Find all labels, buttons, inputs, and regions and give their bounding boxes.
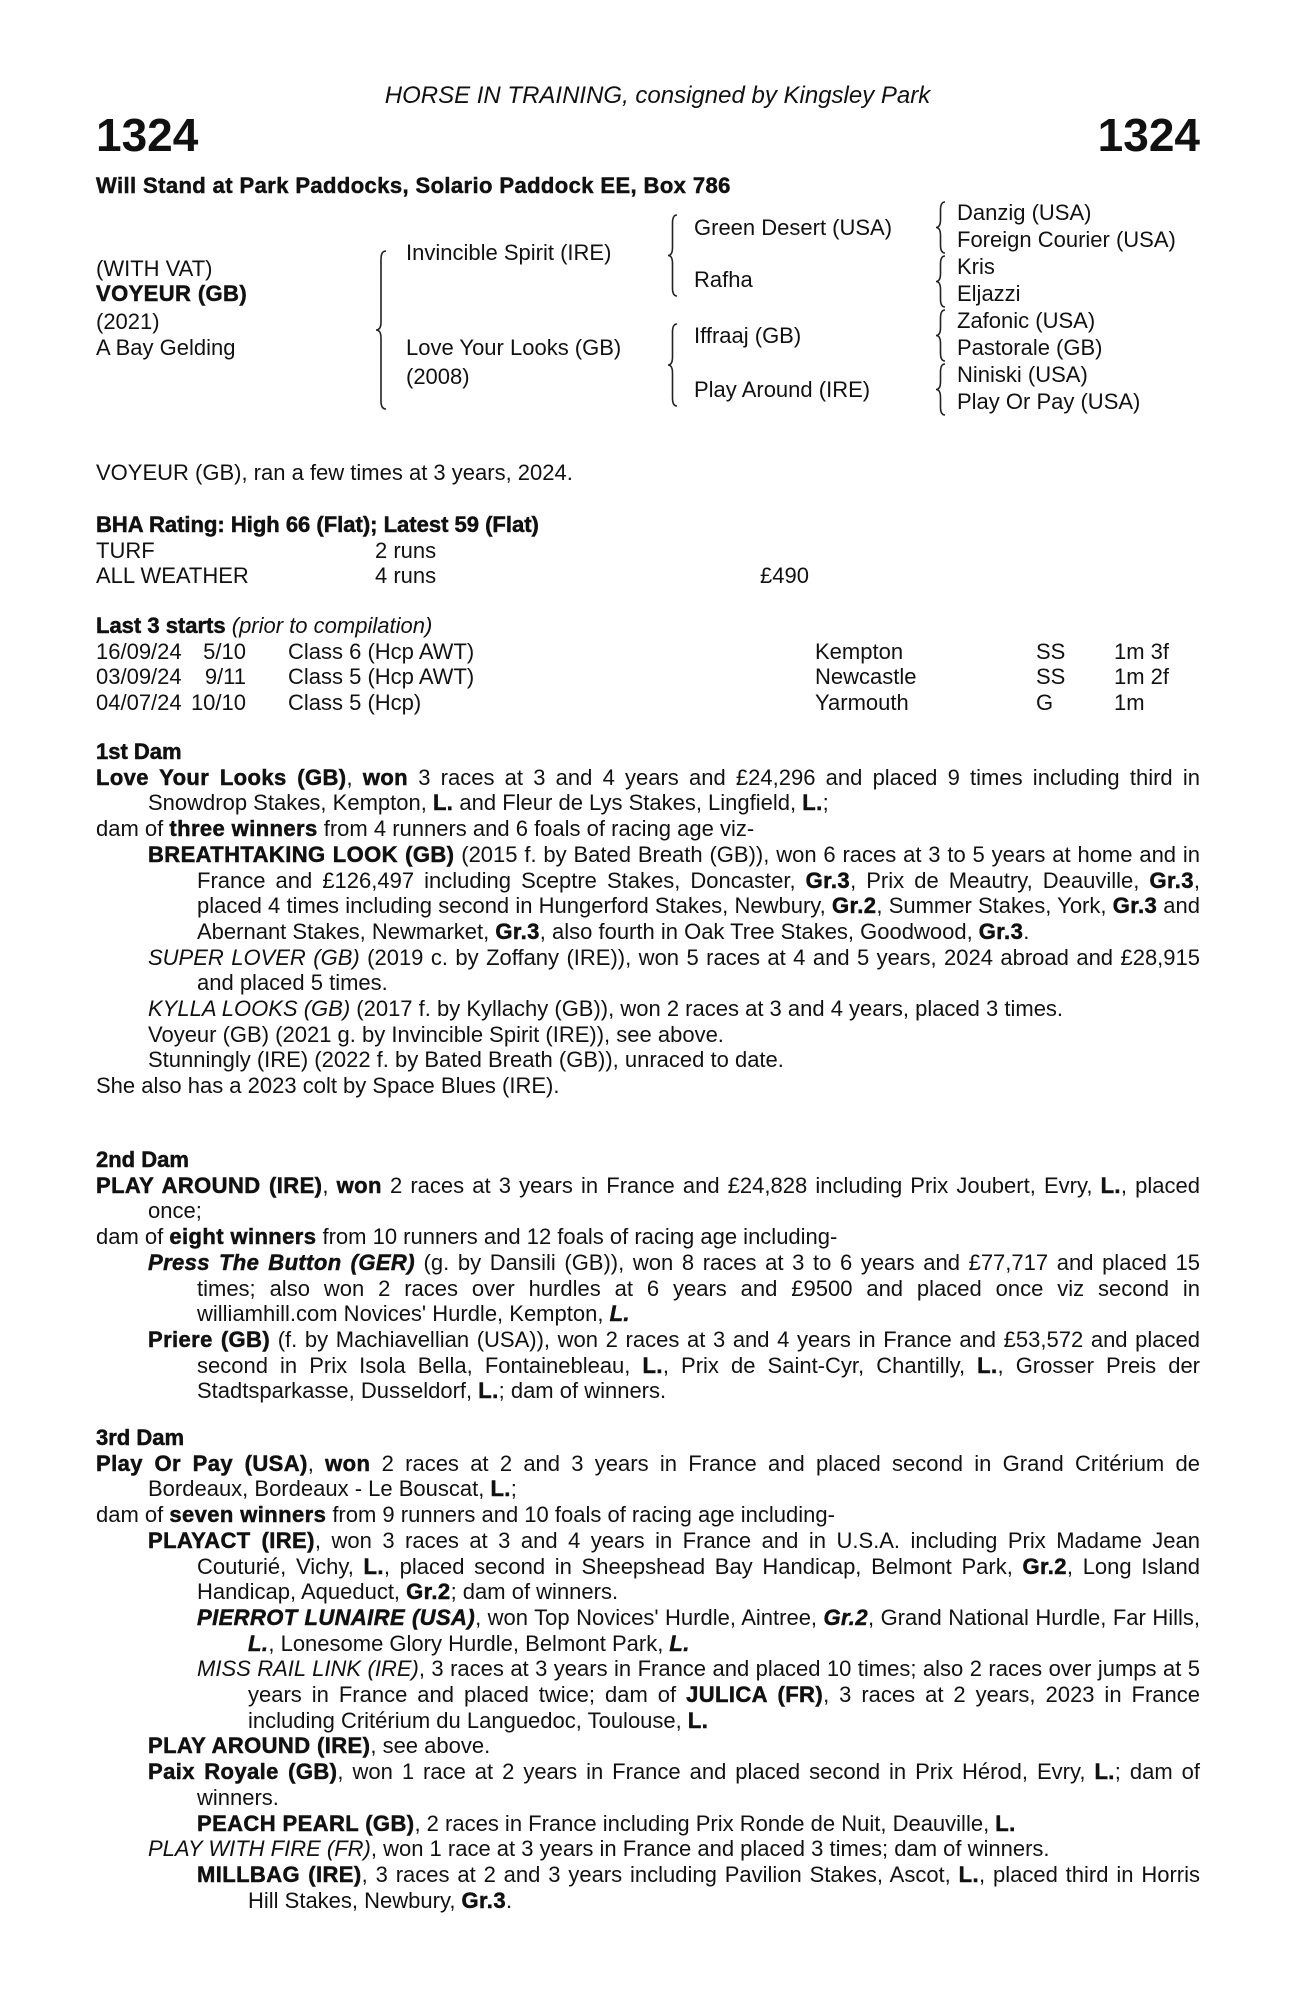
emphasis-text: L.: [687, 1707, 709, 1733]
emphasis-text: won: [336, 1172, 382, 1198]
start-dist: 1m 2f: [1114, 664, 1170, 690]
start-dist: 1m: [1114, 690, 1145, 716]
brace-icon: [936, 310, 945, 361]
record-text: (g. by Dansili (GB)), won 8 races at 3 to 6 years and £77,717 and placed 15 times; also won 2 races over hurdles at 6 years and £9500 and placed once viz second in williamhill.com Novices' Hurdle, Kempton,: [197, 1249, 1200, 1327]
record-text: and Fleur de Lys Stakes, Lingfield,: [453, 790, 803, 816]
emphasis-text: BREATHTAKING LOOK (GB): [148, 841, 455, 867]
record-text: ;: [510, 1476, 517, 1502]
emphasis-text: Gr.3: [1149, 867, 1194, 893]
record-text: , Grosser Preis der Stadtsparkasse, Dusseldorf,: [197, 1352, 1201, 1404]
great-grandparent: Kris: [957, 254, 995, 279]
emphasis-text: L.: [432, 790, 454, 816]
produce-record: [96, 1733, 1200, 1759]
summary: VOYEUR (GB), ran a few times at 3 years, 2024.: [96, 460, 573, 485]
start-going: SS: [1036, 638, 1066, 664]
produce-record: [96, 1811, 1200, 1837]
produce-record: [96, 765, 1200, 816]
emphasis-text: PEACH PEARL (GB): [197, 1810, 415, 1836]
start-pos: 10/10: [190, 690, 246, 716]
emphasis-text: Gr.2: [1022, 1553, 1067, 1579]
start-row: [96, 639, 1200, 665]
emphasis-text: Gr.2: [406, 1579, 451, 1605]
start-date: 04/07/24: [96, 690, 182, 716]
record-text: , Prix de Meautry, Deauville,: [850, 867, 1150, 893]
produce-record: [96, 1173, 1200, 1224]
produce-record: [96, 1605, 1200, 1656]
great-grandparent: Niniski (USA): [957, 362, 1088, 387]
record-text: and Abernant Stakes, Newmarket,: [197, 893, 1201, 944]
rating-row: [96, 538, 1200, 564]
emphasis-text: PLAY WITH FIRE (FR): [148, 1836, 371, 1862]
start-course: Yarmouth: [815, 690, 909, 716]
record-text: dam of: [96, 1224, 170, 1250]
dam-heading: 1st Dam: [96, 739, 182, 764]
emphasis-text: eight winners: [169, 1224, 317, 1250]
record-text: .: [1023, 918, 1030, 944]
record-text: ,: [322, 1172, 337, 1198]
emphasis-text: L.: [669, 1630, 690, 1656]
record-text: , Grand National Hurdle, Far Hills,: [867, 1604, 1200, 1630]
emphasis-text: MISS RAIL LINK (IRE): [197, 1656, 419, 1682]
dam-year: (2008): [406, 364, 470, 389]
produce-record: [96, 945, 1200, 996]
record-text: , placed third in Horris Hill Stakes, Newbury,: [248, 1861, 1200, 1913]
stand-location: Will Stand at Park Paddocks, Solario Paddock EE, Box 786: [96, 173, 731, 198]
emphasis-text: Gr.2: [831, 893, 877, 919]
record-text: (2017 f. by Kyllachy (GB)), won 2 races at 3 and 4 years, placed 3 times.: [350, 996, 1064, 1022]
produce-record: [96, 842, 1200, 945]
record-text: dam of: [96, 1502, 170, 1528]
dam-section-3: [96, 1425, 1200, 1913]
produce-record: [96, 1022, 1200, 1048]
horse-description: A Bay Gelding: [96, 335, 236, 360]
dam-sire: Iffraaj (GB): [694, 323, 802, 348]
emphasis-text: Gr.3: [461, 1887, 506, 1913]
emphasis-text: won: [325, 1450, 371, 1476]
great-grandparent: Eljazzi: [957, 281, 1021, 306]
great-grandparent: Foreign Courier (USA): [957, 227, 1176, 252]
dam-section-1: [96, 739, 1200, 1099]
produce-record: [96, 1759, 1200, 1810]
emphasis-text: L.: [363, 1553, 384, 1579]
produce-record: [96, 1528, 1200, 1605]
emphasis-text: KYLLA LOOKS (GB): [148, 996, 351, 1022]
record-text: , Summer Stakes, York,: [876, 893, 1113, 919]
emphasis-text: seven winners: [169, 1502, 327, 1528]
prize: £490: [760, 563, 809, 589]
record-text: , placed once;: [148, 1172, 1200, 1224]
emphasis-text: L.: [642, 1352, 663, 1378]
emphasis-text: MILLBAG (IRE): [197, 1861, 362, 1887]
record-text: 3 races at 3 and 4 years and £24,296 and placed 9 times including third in Snowdrop Stakes, Kempton,: [148, 764, 1200, 816]
emphasis-text: L.: [1100, 1172, 1121, 1198]
brace-icon: [936, 202, 945, 253]
record-text: , Prix de Saint-Cyr, Chantilly,: [662, 1352, 978, 1378]
record-text: 2 races at 2 and 3 years in France and placed second in Grand Critérium de Bordeaux, Bordeaux - Le Bouscat,: [148, 1450, 1200, 1502]
record-text: from 10 runners and 12 foals of racing age including-: [316, 1224, 838, 1250]
record-text: , Lonesome Glory Hurdle, Belmont Park,: [268, 1630, 670, 1656]
start-date: 16/09/24: [96, 638, 182, 664]
lot-number-right: 1324: [1097, 109, 1200, 161]
produce-record: [96, 1250, 1200, 1327]
emphasis-text: three winners: [169, 816, 318, 842]
emphasis-text: L.: [977, 1352, 998, 1378]
last-starts-title: Last 3 starts: [96, 613, 226, 638]
record-text: 2 races at 3 years in France and £24,828 including Prix Joubert, Evry,: [381, 1172, 1101, 1198]
emphasis-text: L.: [995, 1810, 1016, 1836]
emphasis-text: L.: [1094, 1759, 1115, 1785]
emphasis-text: JULICA (FR): [686, 1682, 824, 1708]
emphasis-text: PLAY AROUND (IRE): [96, 1172, 323, 1198]
record-text: ; dam of winners.: [450, 1579, 619, 1605]
dam-heading: 2nd Dam: [96, 1147, 189, 1172]
produce-record: [96, 816, 1200, 842]
sire: Invincible Spirit (IRE): [406, 240, 612, 265]
record-text: from 4 runners and 6 foals of racing age viz-: [317, 816, 755, 842]
sire-sire: Green Desert (USA): [694, 215, 893, 240]
record-text: , placed second in Sheepshead Bay Handicap, Belmont Park,: [383, 1553, 1023, 1579]
start-row: [96, 690, 1200, 716]
produce-record: [96, 996, 1200, 1022]
emphasis-text: Love Your Looks (GB): [96, 764, 347, 790]
record-text: from 9 runners and 10 foals of racing age including-: [326, 1502, 835, 1528]
record-text: , 3 races at 2 and 3 years including Pavilion Stakes, Ascot,: [361, 1861, 959, 1887]
record-text: , also fourth in Oak Tree Stakes, Goodwood,: [539, 918, 979, 944]
dam-dam: Play Around (IRE): [694, 377, 871, 402]
emphasis-text: Gr.3: [1112, 893, 1158, 919]
produce-record: [96, 1862, 1200, 1913]
emphasis-text: Play Or Pay (USA): [96, 1450, 308, 1476]
emphasis-text: L.: [490, 1476, 511, 1502]
produce-record: [96, 1073, 1200, 1099]
record-text: , Long Island Handicap, Aqueduct,: [197, 1553, 1201, 1605]
start-course: Newcastle: [815, 664, 917, 690]
record-text: , won 3 races at 3 and 4 years in France and in U.S.A. including Prix Madame Jean Couturié, Vichy,: [197, 1527, 1200, 1579]
record-text: She also has a 2023 colt by Space Blues (IRE).: [96, 1073, 560, 1099]
emphasis-text: L.: [609, 1301, 630, 1327]
pedigree-braces: [0, 0, 1315, 440]
vat-note: (WITH VAT): [96, 256, 213, 281]
horse-year: (2021): [96, 309, 160, 334]
record-text: , 2 races in France including Prix Ronde de Nuit, Deauville,: [414, 1810, 996, 1836]
record-text: ,: [346, 764, 363, 790]
rating-row: [96, 563, 1200, 589]
emphasis-text: SUPER LOVER (GB): [148, 944, 360, 970]
emphasis-text: Paix Royale (GB): [148, 1759, 338, 1785]
produce-record: [96, 1656, 1200, 1733]
record-text: .: [505, 1887, 513, 1913]
start-class: Class 6 (Hcp AWT): [288, 638, 475, 664]
brace-icon: [376, 251, 386, 409]
record-text: , 3 races at 2 years, 2023 in France including Critérium du Languedoc, Toulouse,: [248, 1682, 1200, 1733]
record-text: ,: [307, 1450, 326, 1476]
rating-section: [96, 512, 1200, 589]
produce-record: [96, 1224, 1200, 1250]
dam: Love Your Looks (GB): [406, 335, 622, 360]
record-text: , see above.: [370, 1733, 491, 1759]
runs: 2 runs: [375, 537, 437, 563]
brace-icon: [936, 256, 945, 307]
last-starts-section: [96, 613, 1200, 716]
emphasis-text: Gr.3: [978, 918, 1024, 944]
start-date: 03/09/24: [96, 664, 182, 690]
brace-icon: [668, 324, 677, 406]
emphasis-text: L.: [802, 790, 823, 816]
start-course: Kempton: [815, 638, 904, 664]
start-class: Class 5 (Hcp AWT): [288, 664, 475, 690]
record-text: (2019 c. by Zoffany (IRE)), won 5 races at 4 and 5 years, 2024 abroad and £28,915 and placed 5 times.: [197, 944, 1200, 996]
record-text: ;: [822, 790, 829, 816]
emphasis-text: PIERROT LUNAIRE (USA): [197, 1604, 476, 1630]
emphasis-text: Gr.3: [805, 867, 851, 893]
emphasis-text: L.: [248, 1630, 269, 1656]
record-text: ; dam of winners.: [498, 1378, 667, 1404]
emphasis-text: L.: [478, 1378, 499, 1404]
start-dist: 1m 3f: [1114, 638, 1170, 664]
start-row: [96, 664, 1200, 690]
record-text: , won 1 race at 2 years in France and placed second in Prix Hérod, Evry,: [337, 1759, 1095, 1785]
record-text: (f. by Machiavellian (USA)), won 2 races at 3 and 4 years in France and £53,572 and placed second in Prix Isola Bella, Fontainebleau,: [197, 1326, 1201, 1378]
record-text: , placed 4 times including second in Hungerford Stakes, Newbury,: [197, 867, 1200, 919]
record-text: Stunningly (IRE) (2022 f. by Bated Breath (GB)), unraced to date.: [148, 1047, 784, 1073]
runs: 4 runs: [375, 563, 437, 589]
record-text: , won 1 race at 3 years in France and placed 3 times; dam of winners.: [370, 1836, 1050, 1862]
record-text: , won Top Novices' Hurdle, Aintree,: [475, 1604, 824, 1630]
great-grandparent: Pastorale (GB): [957, 335, 1103, 360]
rating-title: BHA Rating: High 66 (Flat); Latest 59 (Flat): [96, 512, 539, 537]
great-grandparent: Zafonic (USA): [957, 308, 1096, 333]
horse-name: VOYEUR (GB): [96, 281, 248, 306]
start-class: Class 5 (Hcp): [288, 690, 422, 716]
emphasis-text: PLAY AROUND (IRE): [148, 1733, 371, 1759]
produce-record: [96, 1502, 1200, 1528]
record-text: ; dam of winners.: [197, 1759, 1200, 1810]
surface: ALL WEATHER: [96, 563, 249, 589]
start-pos: 9/11: [204, 664, 246, 690]
emphasis-text: Gr.3: [495, 918, 540, 944]
emphasis-text: Priere (GB): [148, 1326, 271, 1352]
brace-icon: [668, 215, 677, 296]
sire-dam: Rafha: [694, 267, 753, 292]
lot-number-left: 1324: [96, 109, 199, 161]
great-grandparent: Danzig (USA): [957, 200, 1092, 225]
surface: TURF: [96, 537, 155, 563]
produce-record: [96, 1836, 1200, 1862]
record-text: , 3 races at 3 years in France and placed 10 times; also 2 races over jumps at 5 years in France and placed twice; dam of: [248, 1656, 1200, 1708]
emphasis-text: PLAYACT (IRE): [148, 1527, 315, 1553]
produce-record: [96, 1047, 1200, 1073]
emphasis-text: won: [362, 764, 409, 790]
great-grandparent: Play Or Pay (USA): [957, 389, 1141, 414]
dam-heading: 3rd Dam: [96, 1425, 185, 1450]
catalogue-header: HORSE IN TRAINING, consigned by Kingsley Park: [384, 82, 931, 109]
last-starts-note: (prior to compilation): [231, 613, 433, 638]
emphasis-text: L.: [958, 1861, 979, 1887]
record-text: dam of: [96, 816, 170, 842]
emphasis-text: Press The Button (GER): [148, 1249, 415, 1275]
start-pos: 5/10: [203, 638, 246, 664]
record-text: (2015 f. by Bated Breath (GB)), won 6 races at 3 to 5 years at home and in France and £126,497 including Sceptre Stakes, Doncaster,: [197, 841, 1200, 893]
brace-icon: [936, 364, 945, 415]
start-going: SS: [1036, 664, 1066, 690]
dam-section-2: [96, 1147, 1200, 1404]
record-text: Voyeur (GB) (2021 g. by Invincible Spirit (IRE)), see above.: [148, 1021, 724, 1047]
produce-record: [96, 1327, 1200, 1404]
produce-record: [96, 1451, 1200, 1502]
start-going: G: [1036, 690, 1054, 716]
emphasis-text: Gr.2: [823, 1604, 868, 1630]
